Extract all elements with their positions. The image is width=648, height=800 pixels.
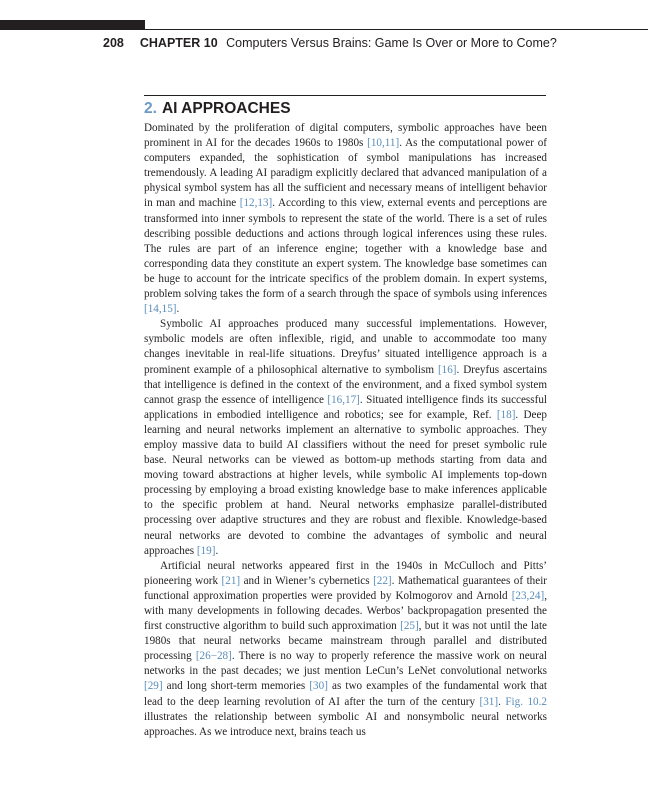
paragraph-text: as two examples of the fundamental work that lead to the deep learning revolution of AI after the turn of the century — [144, 680, 548, 708]
citation-link[interactable]: [25] — [400, 620, 419, 633]
paragraph — [144, 559, 547, 740]
citation-link[interactable]: [19] — [196, 544, 216, 557]
citation-link[interactable]: Fig. 10.2 — [505, 695, 547, 708]
section-title: AI APPROACHES — [161, 100, 291, 117]
paragraph-text: and long short-term memories — [162, 680, 310, 693]
citation-link[interactable]: [16] — [437, 363, 457, 376]
paragraph-text: Dominated by the proliferation of digital computers, symbolic approaches have been prominent in AI for the decades 1960s to 1980s — [144, 122, 547, 150]
paragraph-text: , but it was not until the late 1980s that neural networks became mainstream through parallel and distributed processing — [144, 620, 547, 663]
paragraph — [144, 121, 547, 317]
section-heading — [144, 100, 291, 118]
header-bar — [0, 20, 145, 30]
citation-link[interactable]: [12,13] — [239, 197, 273, 210]
chapter-label: CHAPTER 10 — [139, 36, 218, 50]
paragraph-text: . Mathematical guarantees of their functional approximation properties were provided by Kolmogorov and Arnold — [144, 574, 548, 602]
citation-link[interactable]: [21] — [221, 574, 241, 587]
paragraph-text: . As the computational power of computers expanded, the sophistication of symbol manipulations has increased tremendously. A leading AI paradigm explicitly declared that advanced manipulation of a physical symbol system has all the sufficient and necessary means of intelligent behavior in man and machine — [144, 137, 547, 210]
paragraph-text: . Dreyfus ascertains that intelligence is defined in the context of the environment, and a fixed symbol system cannot grasp the essence of intelligence — [144, 363, 547, 406]
paragraph-text: . — [215, 544, 219, 557]
citation-link[interactable]: [26−28] — [195, 650, 232, 663]
citation-link[interactable]: [30] — [309, 680, 328, 693]
body-text — [144, 121, 547, 740]
paragraph-text: Symbolic AI approaches produced many successful implementations. However, symbolic models are often inflexible, rigid, and unable to accommodate too many changes inevitable in real-life situations. Dreyfus’ situated intelligence approach is a prominent example of a philosophical alternative to symbolism — [144, 318, 547, 376]
citation-link[interactable]: [31] — [479, 695, 499, 708]
paragraph-text: . Situated intelligence finds its successful applications in embodied intelligence and robotics; see for example, Ref. — [144, 393, 547, 421]
chapter-title: Computers Versus Brains: Game Is Over or More to Come? — [226, 36, 557, 50]
citation-link[interactable]: [18] — [496, 408, 516, 421]
header-rule — [145, 29, 648, 30]
page-number: 208 — [103, 36, 124, 50]
running-head — [103, 36, 623, 50]
paragraph — [144, 317, 547, 559]
citation-link[interactable]: [22] — [373, 574, 392, 587]
citation-link[interactable]: [29] — [144, 680, 163, 693]
paragraph-text: . — [498, 695, 506, 708]
citation-link[interactable]: [16,17] — [327, 393, 360, 406]
section-rule — [144, 95, 546, 96]
paragraph-text: Artificial neural networks appeared first in the 1940s in McCulloch and Pitts’ pioneering work — [144, 559, 547, 587]
citation-link[interactable]: [10,11] — [367, 137, 400, 150]
paragraph-text: . Deep learning and neural networks implement an alternative to symbolic approaches. They employ massive data to build AI classifiers without the need for preset symbolic rule base. Neural networks can be viewed as bottom-up methods starting from data and moving toward abstractions at higher levels, while symbolic AI implements top-down processing by employing a broad existing knowledge base to make inferences applicable to the specific problem at hand. Neural networks emphasize parallel-distributed processing over adaptive structures and they are robust and flexible. Knowledge-based neural networks are devoted to combine the advantages of symbolic and neural approaches — [144, 408, 547, 557]
paragraph-text: and in Wiener’s cybernetics — [240, 574, 374, 587]
paragraph-text: . According to this view, external events and perceptions are transformed into inner symbols to represent the state of the world. There is a set of rules describing possible deductions and actions through logical inferences using these rules. The rules are part of an inference engine; together with a knowledge base and corresponding data they constitute an expert system. The knowledge base sometimes can be huge to account for the intricate specifics of the problem domain. In expert systems, problem solving takes the form of a search through the space of symbols using inferences — [144, 197, 548, 301]
citation-link[interactable]: [23,24] — [511, 589, 545, 602]
citation-link[interactable]: [14,15] — [144, 303, 177, 316]
paragraph-text: illustrates the relationship between symbolic AI and nonsymbolic neural networks approaches. As we introduce next, brains teach us — [144, 710, 547, 738]
paragraph-text: . — [176, 303, 180, 316]
paragraph-text: , with many developments in following decades. Werbos’ backpropagation presented the first constructive algorithm to build such approximation — [144, 589, 547, 633]
paragraph-text: . There is no way to properly reference the massive work on neural networks in the past decades; we just mention LeCun’s LeNet convolutional networks — [144, 650, 547, 678]
section-number: 2. — [144, 100, 157, 117]
